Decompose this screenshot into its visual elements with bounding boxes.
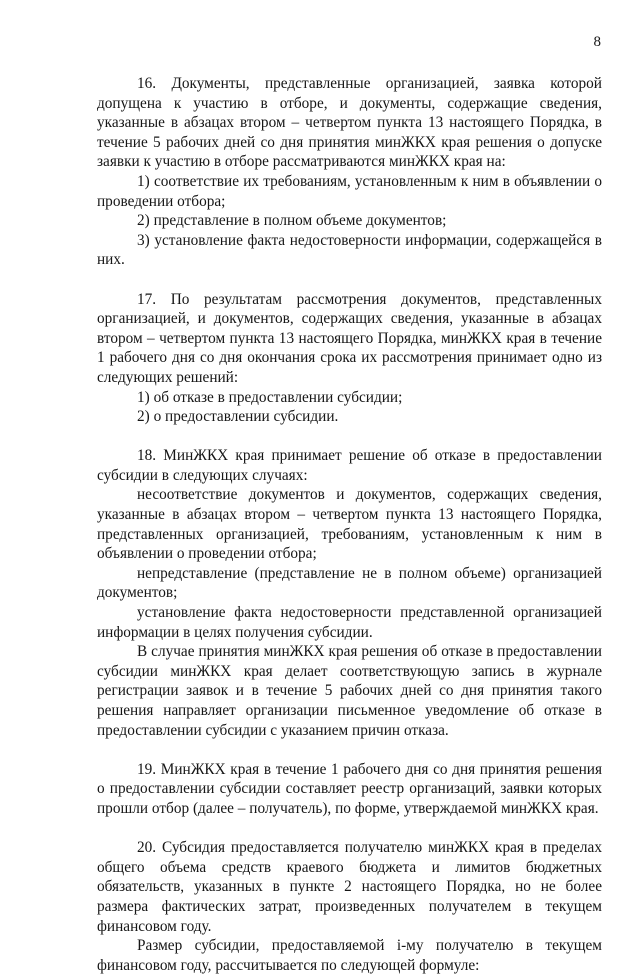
paragraph: 18. МинЖКХ края принимает решение об отказе в предоставлении субсидии в следующих случаях: (97, 447, 602, 484)
paragraph: 19. МинЖКХ края в течение 1 рабочего дня со дня принятия решения о предоставлении субсидии составляет реестр организаций, заявки которых прошли отбор (далее – получатель), по форме, утверждаемой минЖКХ края. (97, 760, 602, 817)
paragraph: 16. Документы, представленные организацией, заявка которой допущена к участию в отборе, и документы, содержащие сведения, указанные в абзацах втором – четвертом пункта 13 настоящего Порядка, в течение 5 рабочих дней со дня принятия минЖКХ края решения о допуске заявки к участию в отборе рассматриваются минЖКХ края на: (97, 75, 602, 171)
page-number: 8 (593, 34, 601, 50)
paragraph: 2) представление в полном объеме документов; (137, 212, 447, 230)
paragraph: 3) установление факта недостоверности информации, содержащейся в них. (97, 231, 602, 269)
paragraph: 1) об отказе в предоставлении субсидии; (137, 388, 403, 406)
paragraph: 17. По результатам рассмотрения документов, представленных организацией, и документов, содержащих сведения, указанные в абзацах втором – четвертом пункта 13 настоящего Порядка, минЖКХ края в течение 1 рабочего дня со дня окончания срока их рассмотрения принимает одно из следующих решений: (97, 290, 602, 386)
paragraph: непредставление (представление не в полном объеме) организацией документов; (97, 564, 602, 602)
paragraph: несоответствие документов и документов, содержащих сведения, указанные в абзацах втором – четвертом пункта 13 настоящего Порядка, представленных организацией, требованиям, установленным к ним в объявлении о проведении отбора; (97, 486, 602, 563)
paragraph: Размер субсидии, предоставляемой i-му получателю в текущем финансовом году, рассчитывается по следующей формуле: (97, 937, 602, 974)
paragraph: 2) о предоставлении субсидии. (137, 408, 339, 426)
document-body (97, 74, 602, 975)
paragraph: установление факта недостоверности представленной организацией информации в целях получения субсидии. (97, 604, 602, 641)
paragraph: 20. Субсидия предоставляется получателю минЖКХ края в пределах общего объема средств краевого бюджета и лимитов бюджетных обязательств, указанных в пункте 2 настоящего Порядка, но не более размера фактических затрат, произведенных получателем в текущем финансовом году. (97, 839, 602, 935)
paragraph: В случае принятия минЖКХ края решения об отказе в предоставлении субсидии минЖКХ края делает соответствующую запись в журнале регистрации заявок и в течение 5 рабочих дней со дня принятия такого решения направляет организации письменное уведомление об отказе в предоставлении субсидии с указанием причин отказа. (97, 643, 602, 739)
paragraph: 1) соответствие их требованиям, установленным к ним в объявлении о проведении отбора; (97, 172, 602, 210)
